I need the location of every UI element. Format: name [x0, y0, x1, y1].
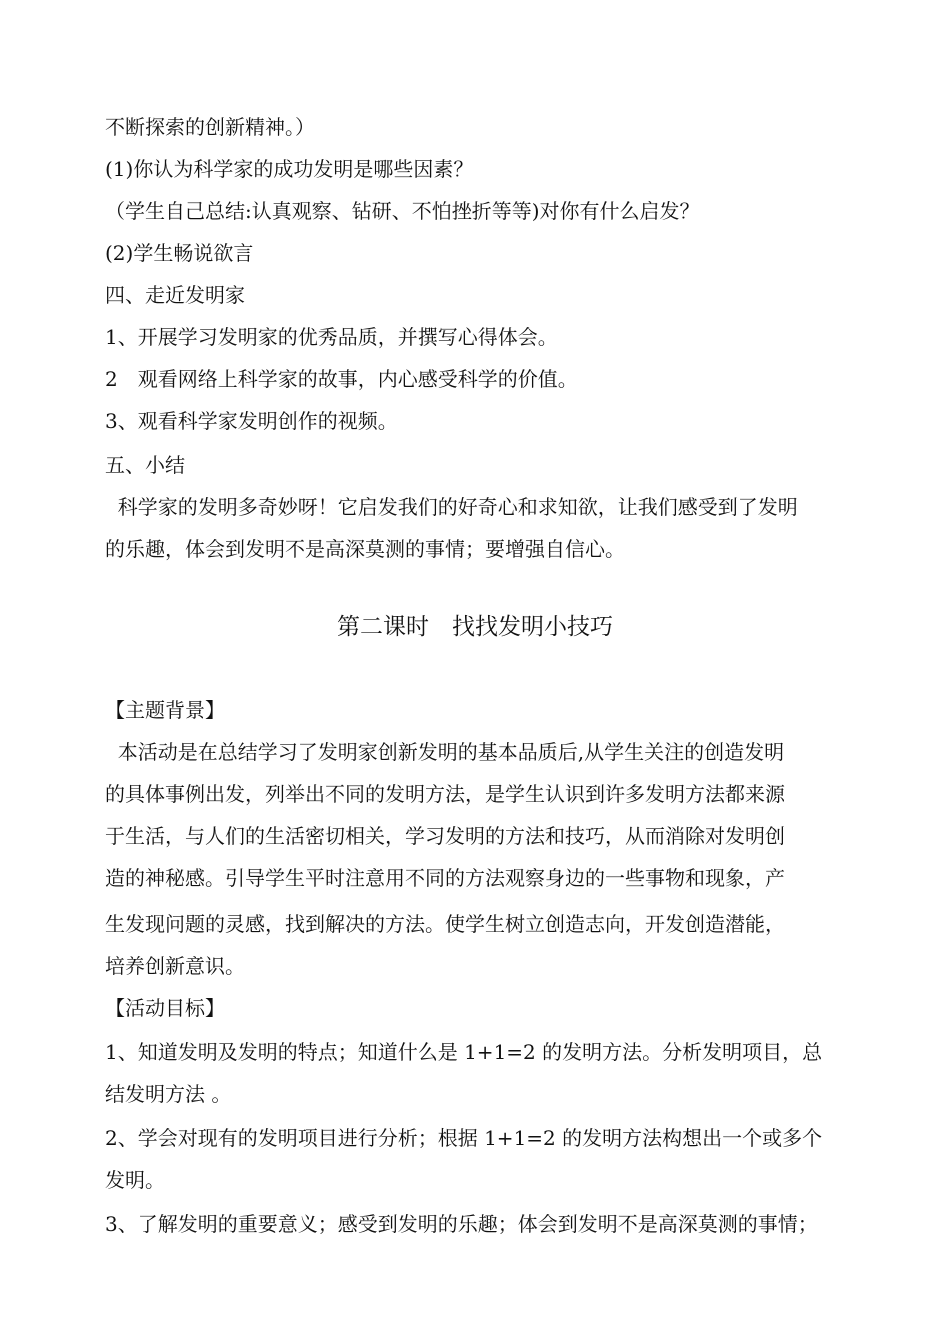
- section-heading: 四、走近发明家: [105, 283, 245, 307]
- text-line: 结发明方法 。: [105, 1082, 232, 1106]
- section-heading: 【活动目标】: [105, 996, 225, 1020]
- text-line: 于生活，与人们的生活密切相关，学习发明的方法和技巧，从而消除对发明创: [105, 824, 785, 848]
- text-line: 2 观看网络上科学家的故事，内心感受科学的价值。: [105, 367, 578, 391]
- text-line: 的乐趣，体会到发明不是高深莫测的事情；要增强自信心。: [105, 537, 625, 561]
- section-heading: 【主题背景】: [105, 698, 225, 722]
- text-line: 3、了解发明的重要意义；感受到发明的乐趣；体会到发明不是高深莫测的事情；: [105, 1212, 818, 1236]
- text-line: 1、知道发明及发明的特点；知道什么是 1+1=2 的发明方法。分析发明项目，总: [105, 1040, 823, 1064]
- text-line: 不断探索的创新精神。）: [105, 115, 315, 139]
- text-line: 科学家的发明多奇妙呀！它启发我们的好奇心和求知欲，让我们感受到了发明: [105, 495, 798, 519]
- lesson-title: 第二课时 找找发明小技巧: [337, 614, 613, 640]
- text-line: 造的神秘感。引导学生平时注意用不同的方法观察身边的一些事物和现象，产: [105, 866, 785, 890]
- text-line: (2)学生畅说欲言: [105, 241, 254, 265]
- text-line: 本活动是在总结学习了发明家创新发明的基本品质后,从学生关注的创造发明: [105, 740, 785, 764]
- text-line: 的具体事例出发，列举出不同的发明方法，是学生认识到许多发明方法都来源: [105, 782, 785, 806]
- text-line: 发明。: [105, 1168, 165, 1192]
- text-line: 3、观看科学家发明创作的视频。: [105, 409, 398, 433]
- text-line: （学生自己总结:认真观察、钻研、不怕挫折等等)对你有什么启发？: [105, 199, 700, 223]
- text-line: (1)你认为科学家的成功发明是哪些因素？: [105, 157, 474, 181]
- text-line: 培养创新意识。: [105, 954, 245, 978]
- text-line: 1、开展学习发明家的优秀品质，并撰写心得体会。: [105, 325, 558, 349]
- text-line: 2、学会对现有的发明项目进行分析；根据 1+1=2 的发明方法构想出一个或多个: [105, 1126, 823, 1150]
- text-line: 生发现问题的灵感，找到解决的方法。使学生树立创造志向，开发创造潜能，: [105, 912, 785, 936]
- section-heading: 五、小结: [105, 453, 185, 477]
